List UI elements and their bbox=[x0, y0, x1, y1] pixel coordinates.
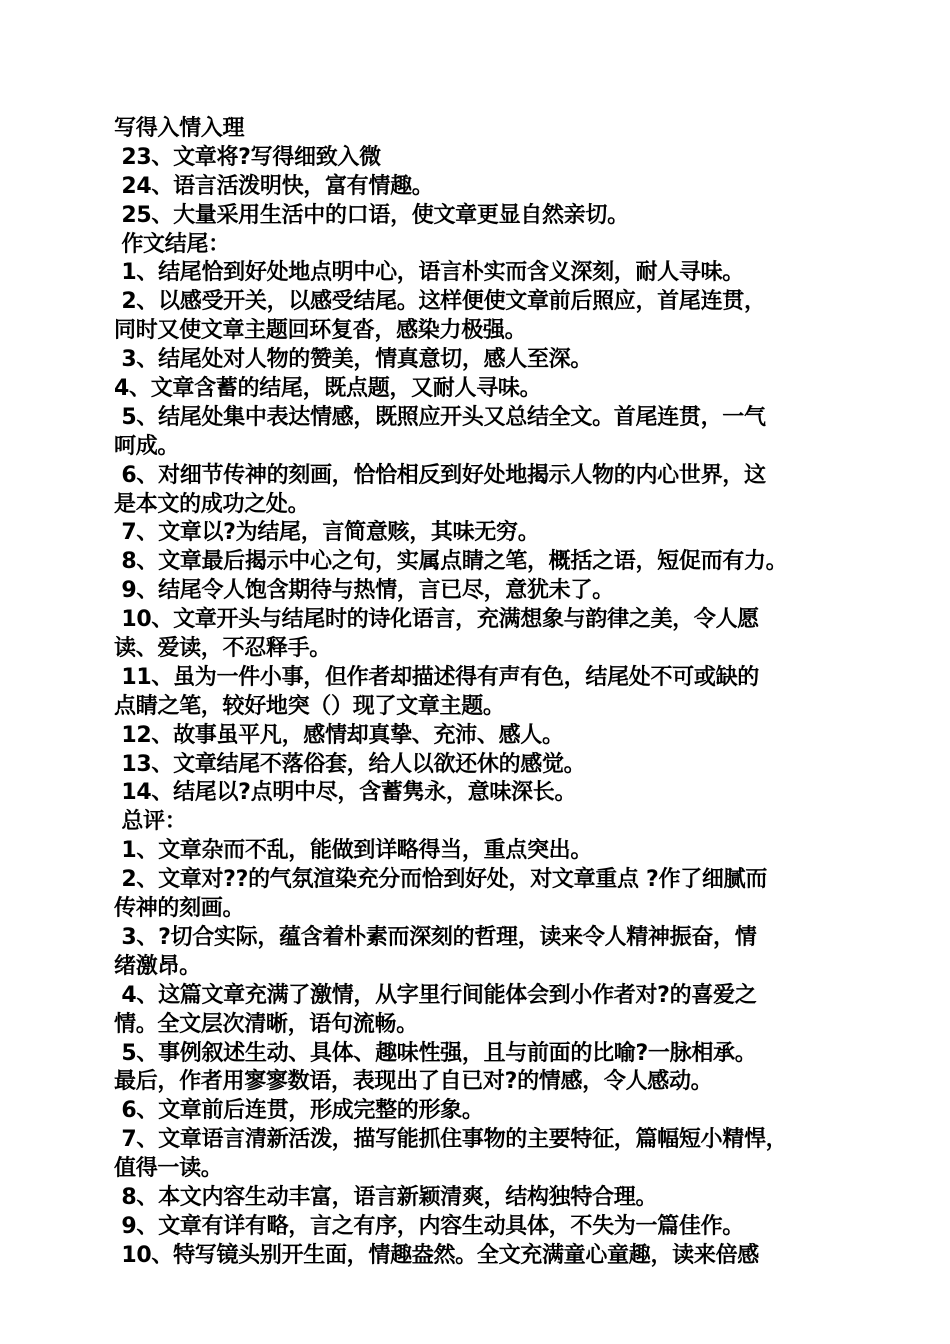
text-line: 4、这篇文章充满了激情，从字里行间能体会到小作者对?的喜爱之 bbox=[114, 982, 757, 1008]
text-line: 读、爱读，不忍释手。 bbox=[114, 636, 332, 662]
text-line: 7、文章以?为结尾，言简意赅，其味无穷。 bbox=[114, 520, 540, 546]
document-text bbox=[114, 115, 844, 1271]
text-line: 传神的刻画。 bbox=[114, 896, 245, 922]
text-line: 1、文章杂而不乱，能做到详略得当，重点突出。 bbox=[114, 838, 593, 864]
text-line: 10、特写镜头别开生面，情趣盎然。全文充满童心童趣，读来倍感 bbox=[114, 1242, 759, 1268]
text-line: 是本文的成功之处。 bbox=[114, 491, 310, 517]
text-line: 2、文章对??的气氛渲染充分而恰到好处，对文章重点 ?作了细腻而 bbox=[114, 867, 768, 893]
text-line: 写得入情入理 bbox=[114, 116, 245, 141]
text-line: 12、故事虽平凡，感情却真挚、充沛、感人。 bbox=[114, 722, 564, 748]
text-line: 23、文章将?写得细致入微 bbox=[114, 144, 381, 170]
text-line: 8、本文内容生动丰富，语言新颖清爽，结构独特合理。 bbox=[114, 1184, 658, 1210]
text-line: 13、文章结尾不落俗套，给人以欲还休的感觉。 bbox=[114, 751, 586, 777]
text-line: 最后，作者用寥寥数语，表现出了自已对?的情感，令人感动。 bbox=[114, 1069, 713, 1095]
text-line: 3、结尾处对人物的赞美，情真意切，感人至深。 bbox=[114, 347, 593, 373]
text-line: 8、文章最后揭示中心之句，实属点睛之笔，概括之语，短促而有力。 bbox=[114, 549, 788, 575]
text-line: 3、?切合实际，蕴含着朴素而深刻的哲理，读来令人精神振奋，情 bbox=[114, 924, 757, 950]
text-line: 5、结尾处集中表达情感，既照应开头又总结全文。首尾连贯，一气 bbox=[114, 404, 766, 430]
text-line: 绪激昂。 bbox=[114, 953, 201, 979]
text-line: 9、结尾令人饱含期待与热情，言已尽，意犹未了。 bbox=[114, 578, 614, 604]
text-line: 2、以感受开关，以感受结尾。这样便使文章前后照应，首尾连贯， bbox=[114, 289, 766, 315]
text-line: 1、结尾恰到好处地点明中心，语言朴实而含义深刻，耐人寻味。 bbox=[114, 260, 744, 286]
text-line: 7、文章语言清新活泼，描写能抓住事物的主要特征，篇幅短小精悍， bbox=[114, 1127, 788, 1153]
text-line: 24、语言活泼明快，富有情趣。 bbox=[114, 173, 434, 199]
section-heading-ending: 作文结尾： bbox=[114, 231, 230, 257]
text-line: 情。全文层次清晰，语句流畅。 bbox=[114, 1011, 418, 1037]
text-line: 呵成。 bbox=[114, 433, 180, 459]
text-line: 4、文章含蓄的结尾，既点题，又耐人寻味。 bbox=[114, 376, 542, 402]
section-heading-review: 总评： bbox=[114, 809, 187, 835]
text-line: 10、文章开头与结尾时的诗化语言，充满想象与韵律之美，令人愿 bbox=[114, 607, 759, 633]
text-line: 点睛之笔，较好地突（）现了文章主题。 bbox=[114, 693, 505, 719]
text-line: 值得一读。 bbox=[114, 1156, 223, 1182]
text-line: 25、大量采用生活中的口语，使文章更显自然亲切。 bbox=[114, 202, 629, 228]
text-line: 6、对细节传神的刻画，恰恰相反到好处地揭示人物的内心世界，这 bbox=[114, 462, 766, 488]
text-line: 9、文章有详有略，言之有序，内容生动具体，不失为一篇佳作。 bbox=[114, 1213, 744, 1239]
text-line: 14、结尾以?点明中尽，含蓄隽永，意味深长。 bbox=[114, 780, 577, 806]
text-line: 同时又使文章主题回环复沓，感染力极强。 bbox=[114, 318, 527, 344]
text-line: 6、文章前后连贯，形成完整的形象。 bbox=[114, 1098, 484, 1124]
text-line: 5、事例叙述生动、具体、趣味性强，且与前面的比喻?一脉相承。 bbox=[114, 1040, 757, 1066]
text-line: 11、虽为一件小事，但作者却描述得有声有色，结尾处不可或缺的 bbox=[114, 664, 759, 690]
